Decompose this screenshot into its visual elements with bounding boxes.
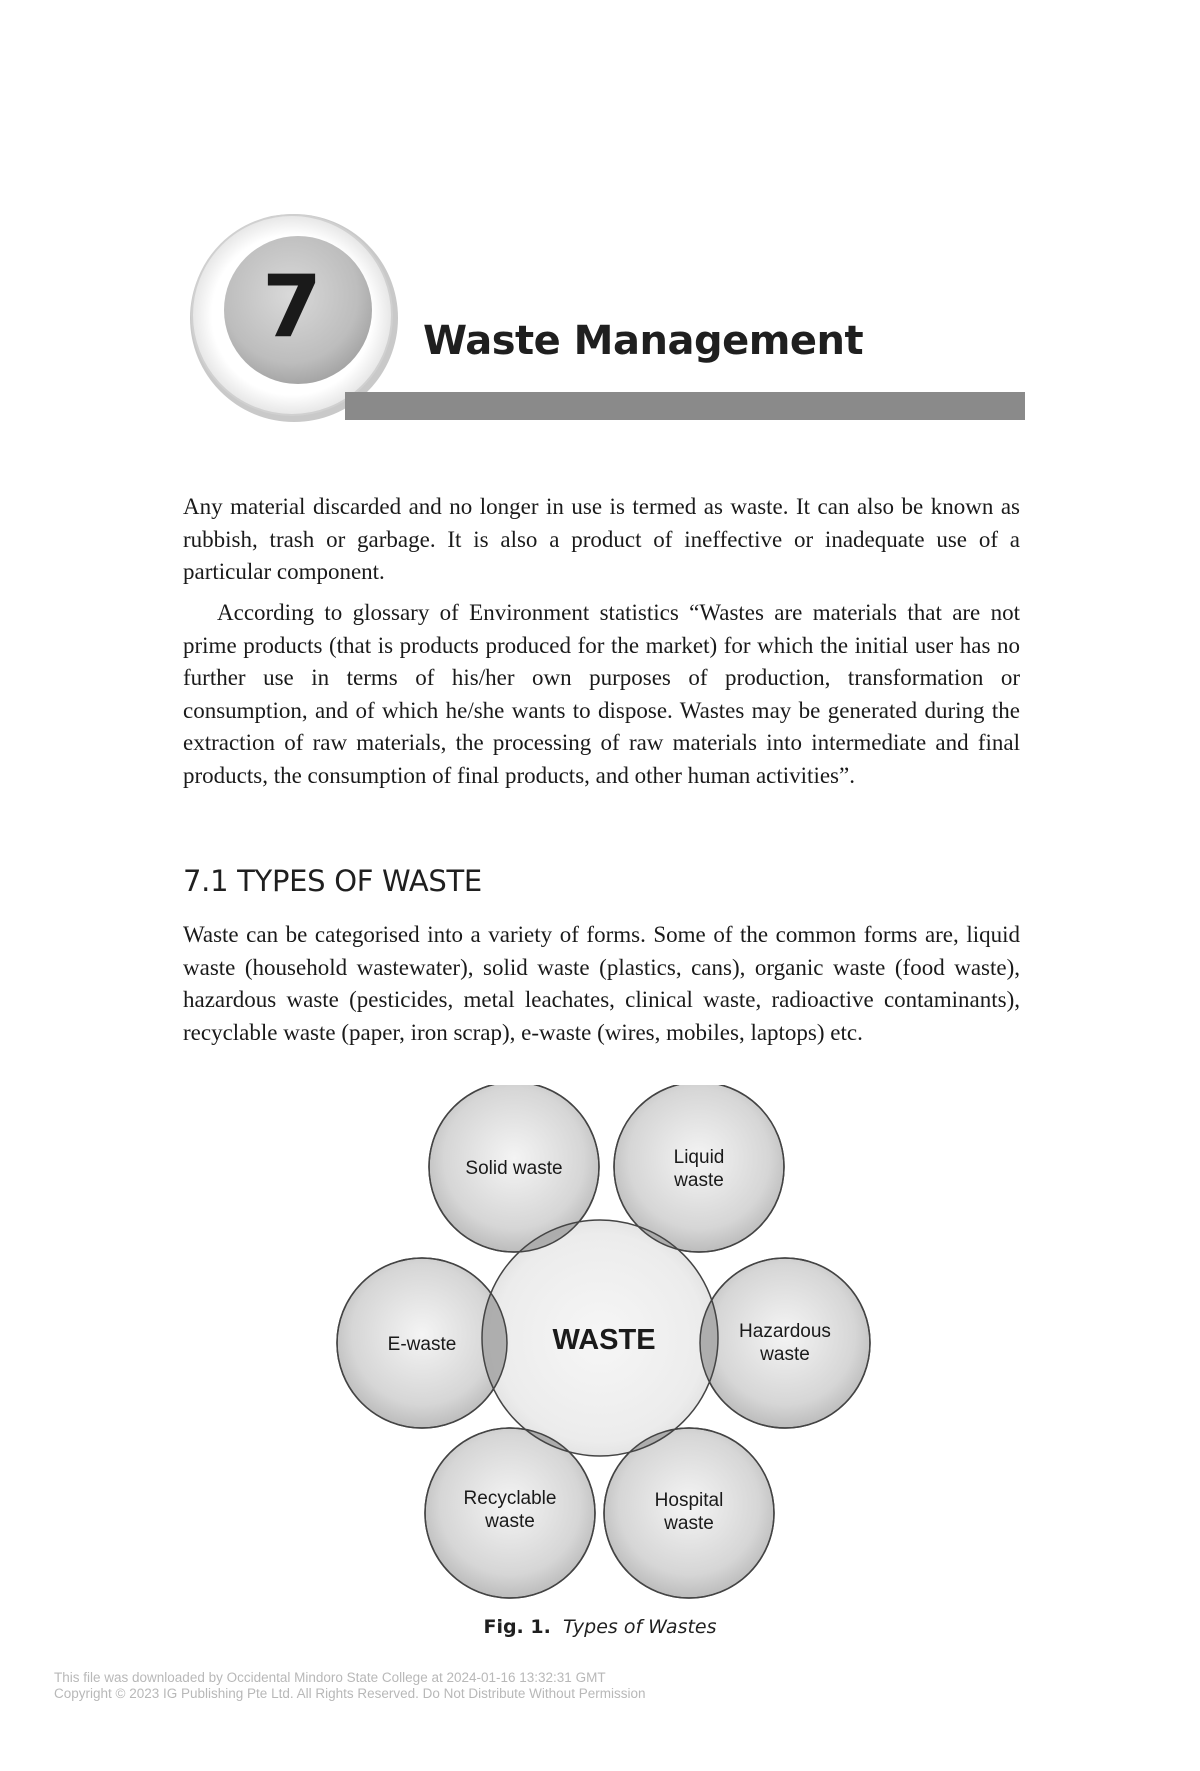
section-paragraph: Waste can be categorised into a variety of forms. Some of the common forms are, liquid waste (household wastewater), solid waste (plastics, cans), organic waste (food waste), hazardous waste (pesticides, metal leachates, clinical waste, radioactive contaminants), recyclable waste (paper, iron scrap), e-waste (wires, mobiles, laptops) etc. <box>183 922 1020 1045</box>
hospital-waste-label-line2: waste <box>664 1513 714 1534</box>
e-waste-label: E-waste <box>387 1334 457 1355</box>
hazardous-waste-label-line2: waste <box>760 1344 810 1365</box>
recyclable-waste-label-line2: waste <box>485 1511 535 1532</box>
chapter-number: 7 <box>262 257 322 357</box>
footer-download-line: This file was downloaded by Occidental Mindoro State College at 2024-01-16 13:32:31 GMT <box>54 1670 606 1685</box>
figure-label: Fig. 1. <box>483 1616 551 1638</box>
hazardous-waste-node <box>700 1258 870 1428</box>
recyclable-waste-node <box>425 1428 595 1598</box>
footer-copyright-line: Copyright © 2023 IG Publishing Pte Ltd. All Rights Reserved. Do Not Distribute Without Permission <box>54 1686 646 1701</box>
hospital-waste-node <box>604 1428 774 1598</box>
solid-waste-label: Solid waste <box>465 1158 563 1179</box>
figure-caption <box>0 1616 1200 1638</box>
intro-paragraph-2: According to glossary of Environment statistics “Wastes are materials that are not prime products (that is products produced for the market) for which the initial user has no further use in terms of his/her own purposes of production, transformation or consumption, and of which he/she wants to dispose. Wastes may be generated during the extraction of raw materials, the processing of raw materials into intermediate and final products, the consumption of final products, and other human activities”. <box>183 600 1020 788</box>
chapter-title-bar <box>345 392 1025 420</box>
center-label: WASTE <box>552 1324 656 1356</box>
hazardous-waste-label-line1: Hazardous <box>739 1321 831 1342</box>
section-heading: 7.1 TYPES OF WASTE <box>183 864 482 898</box>
types-of-waste-diagram <box>320 1085 880 1625</box>
figure-title: Types of Wastes <box>562 1616 717 1638</box>
recyclable-waste-label-line1: Recyclable <box>463 1488 557 1509</box>
liquid-waste-label-line1: Liquid <box>673 1147 725 1168</box>
hospital-waste-label-line1: Hospital <box>654 1490 724 1511</box>
chapter-title: Waste Management <box>423 318 864 364</box>
liquid-waste-label-line2: waste <box>674 1170 724 1191</box>
download-footer <box>54 1670 645 1702</box>
intro-paragraph-1: Any material discarded and no longer in use is termed as waste. It can also be known as rubbish, trash or garbage. It is also a product of ineffective or inadequate use of a particular component. <box>183 494 1020 585</box>
